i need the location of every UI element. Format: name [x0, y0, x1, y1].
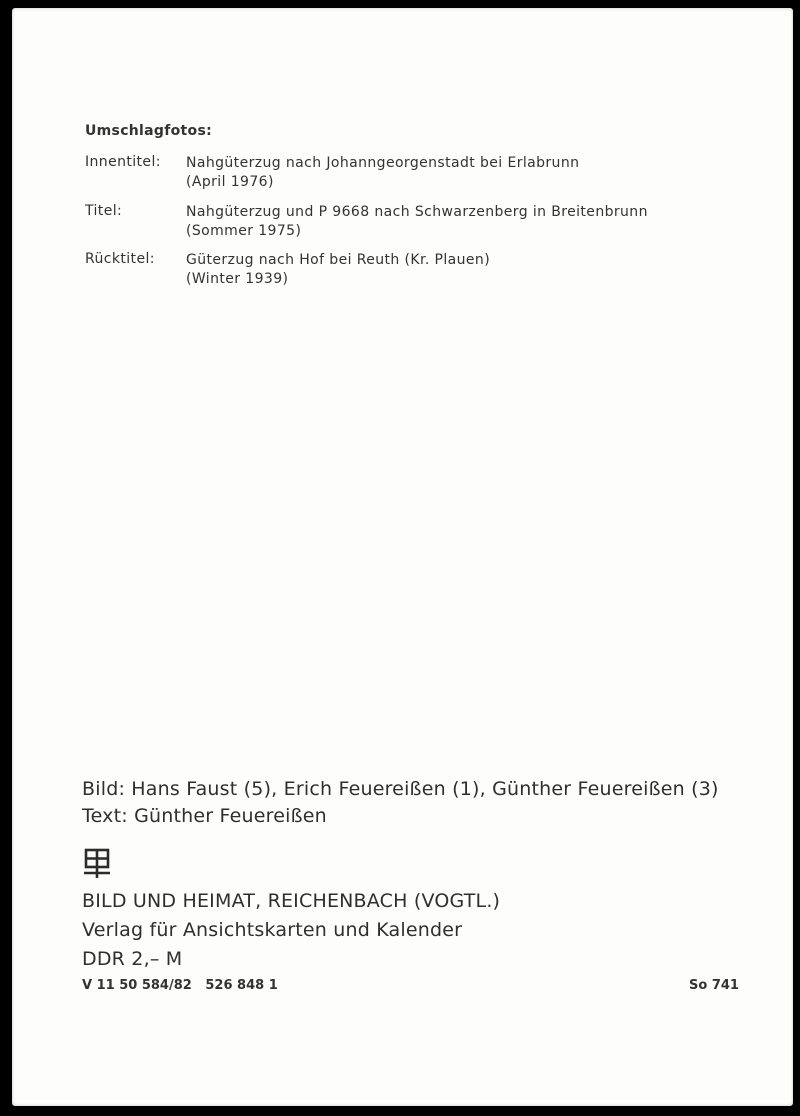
photo-credits: Bild: Hans Faust (5), Erich Feuereißen (1), Günther Feuereißen (3)	[82, 778, 719, 800]
license-code: V 11 50 584/82 526 848 1	[82, 978, 278, 993]
entry-line: (April 1976)	[186, 174, 274, 190]
bild-und-heimat-logo-icon	[82, 848, 112, 880]
entry-description	[186, 203, 648, 241]
entry-line: (Sommer 1975)	[186, 223, 302, 239]
entry-label: Innentitel:	[85, 154, 161, 170]
entry-line: Nahgüterzug nach Johanngeorgenstadt bei Erlabrunn	[186, 155, 580, 171]
postcard-back	[12, 8, 793, 1106]
publisher-description: Verlag für Ansichtskarten und Kalender	[82, 919, 463, 941]
entry-line: Nahgüterzug und P 9668 nach Schwarzenberg in Breitenbrunn	[186, 204, 648, 220]
publisher-name: BILD UND HEIMAT, REICHENBACH (VOGTL.)	[82, 890, 501, 912]
cover-photos-heading: Umschlagfotos:	[85, 123, 212, 139]
entry-line: Güterzug nach Hof bei Reuth (Kr. Plauen)	[186, 252, 491, 268]
entry-line: (Winter 1939)	[186, 271, 289, 287]
entry-label: Titel:	[85, 203, 123, 219]
price: DDR 2,– M	[82, 948, 183, 970]
entry-description	[186, 154, 579, 192]
text-credits: Text: Günther Feuereißen	[82, 805, 327, 827]
entry-description	[186, 251, 490, 289]
series-code: So 741	[689, 978, 739, 993]
entry-label: Rücktitel:	[85, 251, 155, 267]
